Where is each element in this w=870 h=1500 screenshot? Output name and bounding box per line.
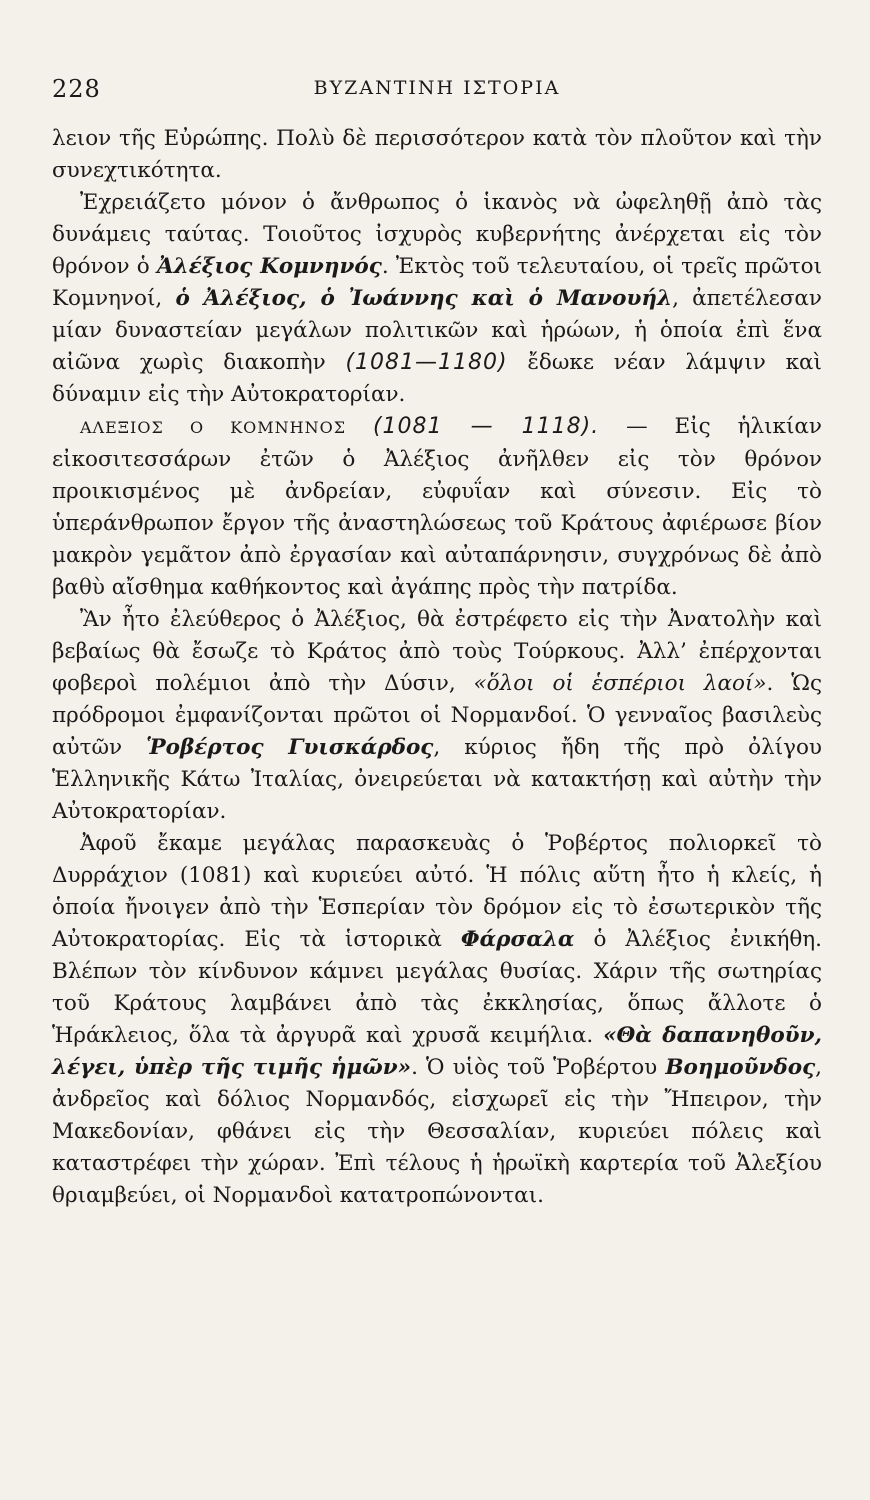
- emphasized-place: Φάρσαλα: [460, 927, 575, 952]
- paragraph-4: [52, 604, 822, 828]
- emphasized-names: ὁ Ἀλέξιος, ὁ Ἰωάννης καὶ ὁ Μανουήλ: [175, 286, 673, 311]
- text-run: , ἀνδρεῖος καὶ δόλιος Νορμανδός, εἰσχωρεῖ εἰς τὴν Ἤπειρον, τὴν Μακεδονίαν, φθάνει εἰς τὴν Θεσσαλίαν, κυριεύει πόλεις καὶ καταστρέφει τὴν χώραν. Ἐπὶ τέλους ἡ ἡρωϊκὴ καρτερία τοῦ Ἀλεξίου θριαμβεύει, οἱ Νορμανδοὶ κατατροπώνονται.: [52, 1055, 823, 1208]
- date-range: (1081—1180): [345, 350, 508, 375]
- text-run: , ἀπετέλεσαν μίαν δυναστείαν μεγάλων πολιτικῶν καὶ ἡρώων, ἡ ὁποία ἐπὶ ἕνα αἰῶνα χωρὶς διακοπὴν: [52, 286, 822, 375]
- quotation: «ὅλοι οἱ ἑσπέριοι λαοί»: [473, 671, 767, 696]
- emphasized-name: Ἀλέξιος Κομνηνός: [156, 254, 382, 279]
- text-run: . Ὡς πρόδρομοι ἐμφανίζονται πρῶτοι οἱ Νορμανδοί. Ὁ γενναῖος βασιλεὺς αὐτῶν: [52, 671, 822, 760]
- text-run: Ἀφοῦ ἔκαμε μεγάλας παρασκευὰς ὁ Ῥοβέρτος πολιορκεῖ τὸ Δυρράχιον (1081) καὶ κυριεύει αὐτό. Ἡ πόλις αὕτη ἦτο ἡ κλείς, ἡ ὁποία ἤνοιγεν ἀπὸ τὴν Ἑσπερίαν τὸν δρόμον εἰς τὸ ἐσωτερικὸν τῆς Αὐτοκρατορίας. Εἰς τὰ ἱστορικὰ: [52, 831, 822, 952]
- page-header: [52, 75, 822, 111]
- text-run: Ἂν ἦτο ἐλεύθερος ὁ Ἀλέξιος, θὰ ἐστρέφετο εἰς τὴν Ἀνατολὴν καὶ βεβαίως θὰ ἔσωζε τὸ Κράτος ἀπὸ τοὺς Τούρκους. Ἀλλ’ ἐπέρχονται φοβεροὶ πολέμιοι ἀπὸ τὴν Δύσιν,: [52, 607, 822, 696]
- quotation: «Θὰ δαπανηθοῦν, λέγει, ὑπὲρ τῆς τιμῆς ἡμῶν»: [52, 1023, 823, 1080]
- book-page: [52, 75, 822, 1212]
- text-run: ἔδωκε νέαν λάμψιν καὶ δύναμιν εἰς τὴν Αὐτοκρατορίαν.: [52, 350, 822, 407]
- running-head: ΒΥΖΑΝΤΙΝΗ ΙΣΤΟΡΙΑ: [313, 77, 561, 99]
- text-run: Ἐχρειάζετο μόνον ὁ ἄνθρωπος ὁ ἱκανὸς νὰ ὠφεληθῇ ἀπὸ τὰς δυνάμεις ταύτας. Τοιοῦτος ἰσχυρὸς κυβερνήτης ἀνέρχεται εἰς τὸν θρόνον ὁ: [52, 190, 822, 279]
- body-text: [52, 123, 822, 1212]
- page-number: 228: [52, 75, 101, 103]
- emphasized-name: Ῥοβέρτος Γυισκάρδος: [146, 735, 434, 760]
- paragraph-1: [52, 123, 822, 187]
- text-run: . Ὁ υἱὸς τοῦ Ῥοβέρτου: [411, 1055, 666, 1080]
- text-run: — Εἰς ἡλικίαν εἰκοσιτεσσάρων ἐτῶν ὁ Ἀλέξιος ἀνῆλθεν εἰς τὸν θρόνον προικισμένος μὲ ἀνδρείαν, εὐφυΐαν καὶ σύνεσιν. Εἰς τὸ ὑπεράνθρωπον ἔργον τῆς ἀναστηλώσεως τοῦ Κράτους ἀφιέρωσε βίον μακρὸν γεμᾶτον ἀπὸ ἐργασίαν καὶ αὐταπάρνησιν, συγχρόνως δὲ ἀπὸ βαθὺ αἴσθημα καθήκοντος καὶ ἀγάπης πρὸς τὴν πατρίδα.: [52, 414, 823, 600]
- text-run: ὁ Ἀλέξιος ἐνικήθη. Βλέπων τὸν κίνδυνον κάμνει μεγάλας θυσίας. Χάριν τῆς σωτηρίας τοῦ Κράτους λαμβάνει ἀπὸ τὰς ἐκκλησίας, ὅπως ἄλλοτε ὁ Ἡράκλειος, ὅλα τὰ ἀργυρᾶ καὶ χρυσᾶ κειμήλια.: [52, 927, 822, 1048]
- text-run: , κύριος ἤδη τῆς πρὸ ὀλίγου Ἑλληνικῆς Κάτω Ἰταλίας, ὀνειρεύεται νὰ κατακτήσῃ καὶ αὐτὴν τὴν Αὐτοκρατορίαν.: [52, 735, 823, 824]
- paragraph-3: [52, 411, 822, 604]
- date-range: (1081 — 1118).: [372, 414, 600, 439]
- paragraph-5: [52, 828, 822, 1212]
- paragraph-2: [52, 187, 822, 411]
- text-run: . Ἐκτὸς τοῦ τελευταίου, οἱ τρεῖς πρῶτοι Κομνηνοί,: [52, 254, 822, 311]
- emphasized-name: Βοημοῦνδος: [665, 1055, 816, 1080]
- section-heading: ΑΛΕΞΙΟΣ Ο ΚΟΜΝΗΝΟΣ: [80, 418, 347, 437]
- text-run: λειον τῆς Εὐρώπης. Πολὺ δὲ περισσότερον κατὰ τὸν πλοῦτον καὶ τὴν συνεχτικότητα.: [52, 126, 822, 183]
